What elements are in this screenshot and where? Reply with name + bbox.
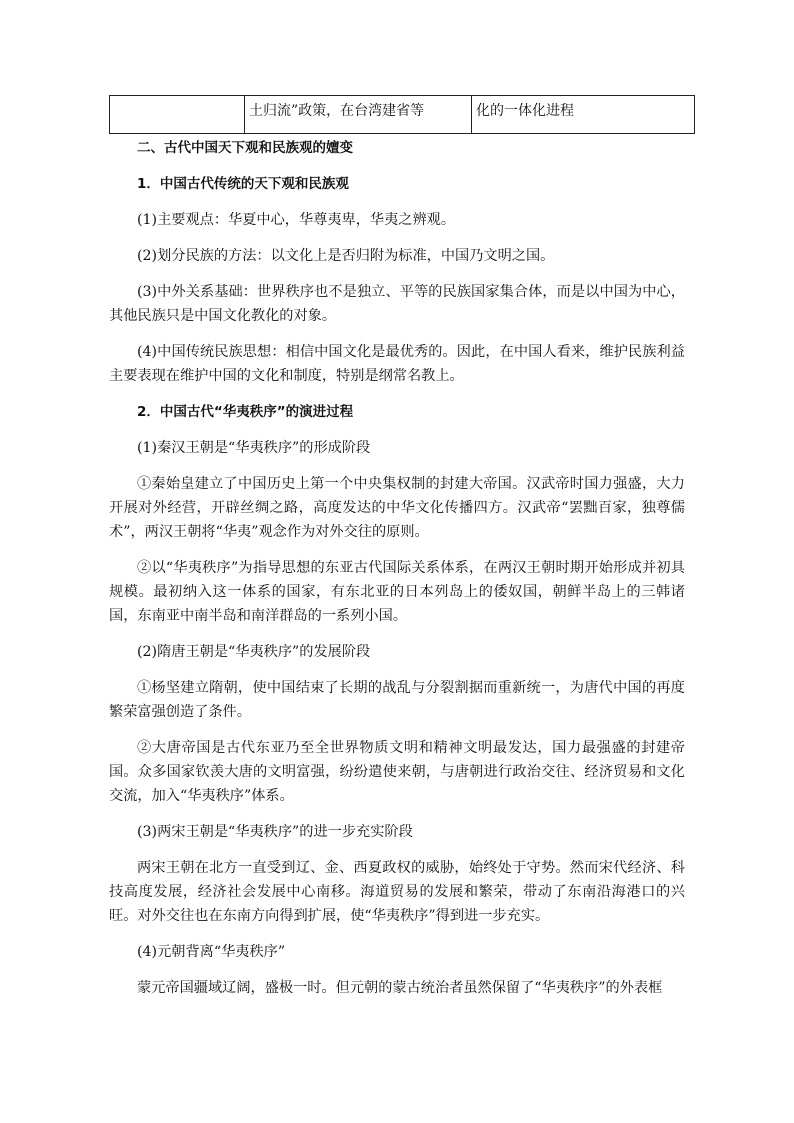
paragraph: ①秦始皇建立了中国历史上第一个中央集权制的封建大帝国。汉武帝时国力强盛，大力开展对外经营，开辟丝绸之路，高度发达的中华文化传播四方。汉武帝“罢黜百家，独尊儒术”，两汉王朝将“华夷”观念作为对外交往的原则。	[109, 476, 685, 540]
paragraph: ②以“华夷秩序”为指导思想的东亚古代国际关系体系，在两汉王朝时期开始形成并初具规模。最初纳入这一体系的国家，有东北亚的日本列岛上的倭奴国，朝鲜半岛上的三韩诸国，东南亚中南半岛和南洋群岛的一系列小国。	[109, 560, 685, 624]
table-cell	[110, 96, 245, 134]
paragraph: (3)中外关系基础：世界秩序也不是独立、平等的民族国家集合体，而是以中国为中心，其他民族只是中国文化教化的对象。	[109, 284, 685, 324]
paragraph: (1)主要观点：华夏中心，华尊夷卑，华夷之辨观。	[137, 212, 456, 228]
section-heading: 二、古代中国天下观和民族观的嬗变	[137, 140, 353, 156]
paragraph: (2)隋唐王朝是“华夷秩序”的发展阶段	[137, 644, 371, 660]
paragraph: (4)中国传统民族思想：相信中国文化是最优秀的。因此，在中国人看来，维护民族利益主要表现在维护中国的文化和制度，特别是纲常名教上。	[109, 344, 685, 384]
subsection-heading: 2．中国古代“华夷秩序”的演进过程	[137, 404, 354, 420]
paragraph: (2)划分民族的方法：以文化上是否归附为标准，中国乃文明之国。	[137, 248, 555, 264]
paragraph: 两宋王朝在北方一直受到辽、金、西夏政权的威胁，始终处于守势。然而宋代经济、科技高度发展，经济社会发展中心南移。海道贸易的发展和繁荣，带动了东南沿海港口的兴旺。对外交往也在东南方向得到扩展，使“华夷秩序”得到进一步充实。	[109, 860, 685, 924]
table-cell: 化的一体化进程	[472, 96, 695, 134]
table-row	[110, 96, 695, 134]
subsection-heading: 1．中国古代传统的天下观和民族观	[137, 176, 349, 192]
paragraph: (1)秦汉王朝是“华夷秩序”的形成阶段	[137, 440, 371, 456]
paragraph: (4)元朝背离“华夷秩序”	[137, 944, 286, 960]
table-fragment	[109, 95, 695, 134]
paragraph: ①杨坚建立隋朝，使中国结束了长期的战乱与分裂割据而重新统一，为唐代中国的再度繁荣富强创造了条件。	[109, 680, 685, 720]
paragraph: ②大唐帝国是古代东亚乃至全世界物质文明和精神文明最发达，国力最强盛的封建帝国。众多国家钦羡大唐的文明富强，纷纷遣使来朝，与唐朝进行政治交往、经济贸易和文化交流，加入“华夷秩序”体系。	[109, 740, 685, 804]
paragraph: (3)两宋王朝是“华夷秩序”的进一步充实阶段	[137, 824, 413, 840]
paragraph: 蒙元帝国疆域辽阔，盛极一时。但元朝的蒙古统治者虽然保留了“华夷秩序”的外表框	[137, 980, 663, 996]
table-cell: 土归流”政策，在台湾建省等	[245, 96, 472, 134]
document-body	[109, 136, 685, 1000]
